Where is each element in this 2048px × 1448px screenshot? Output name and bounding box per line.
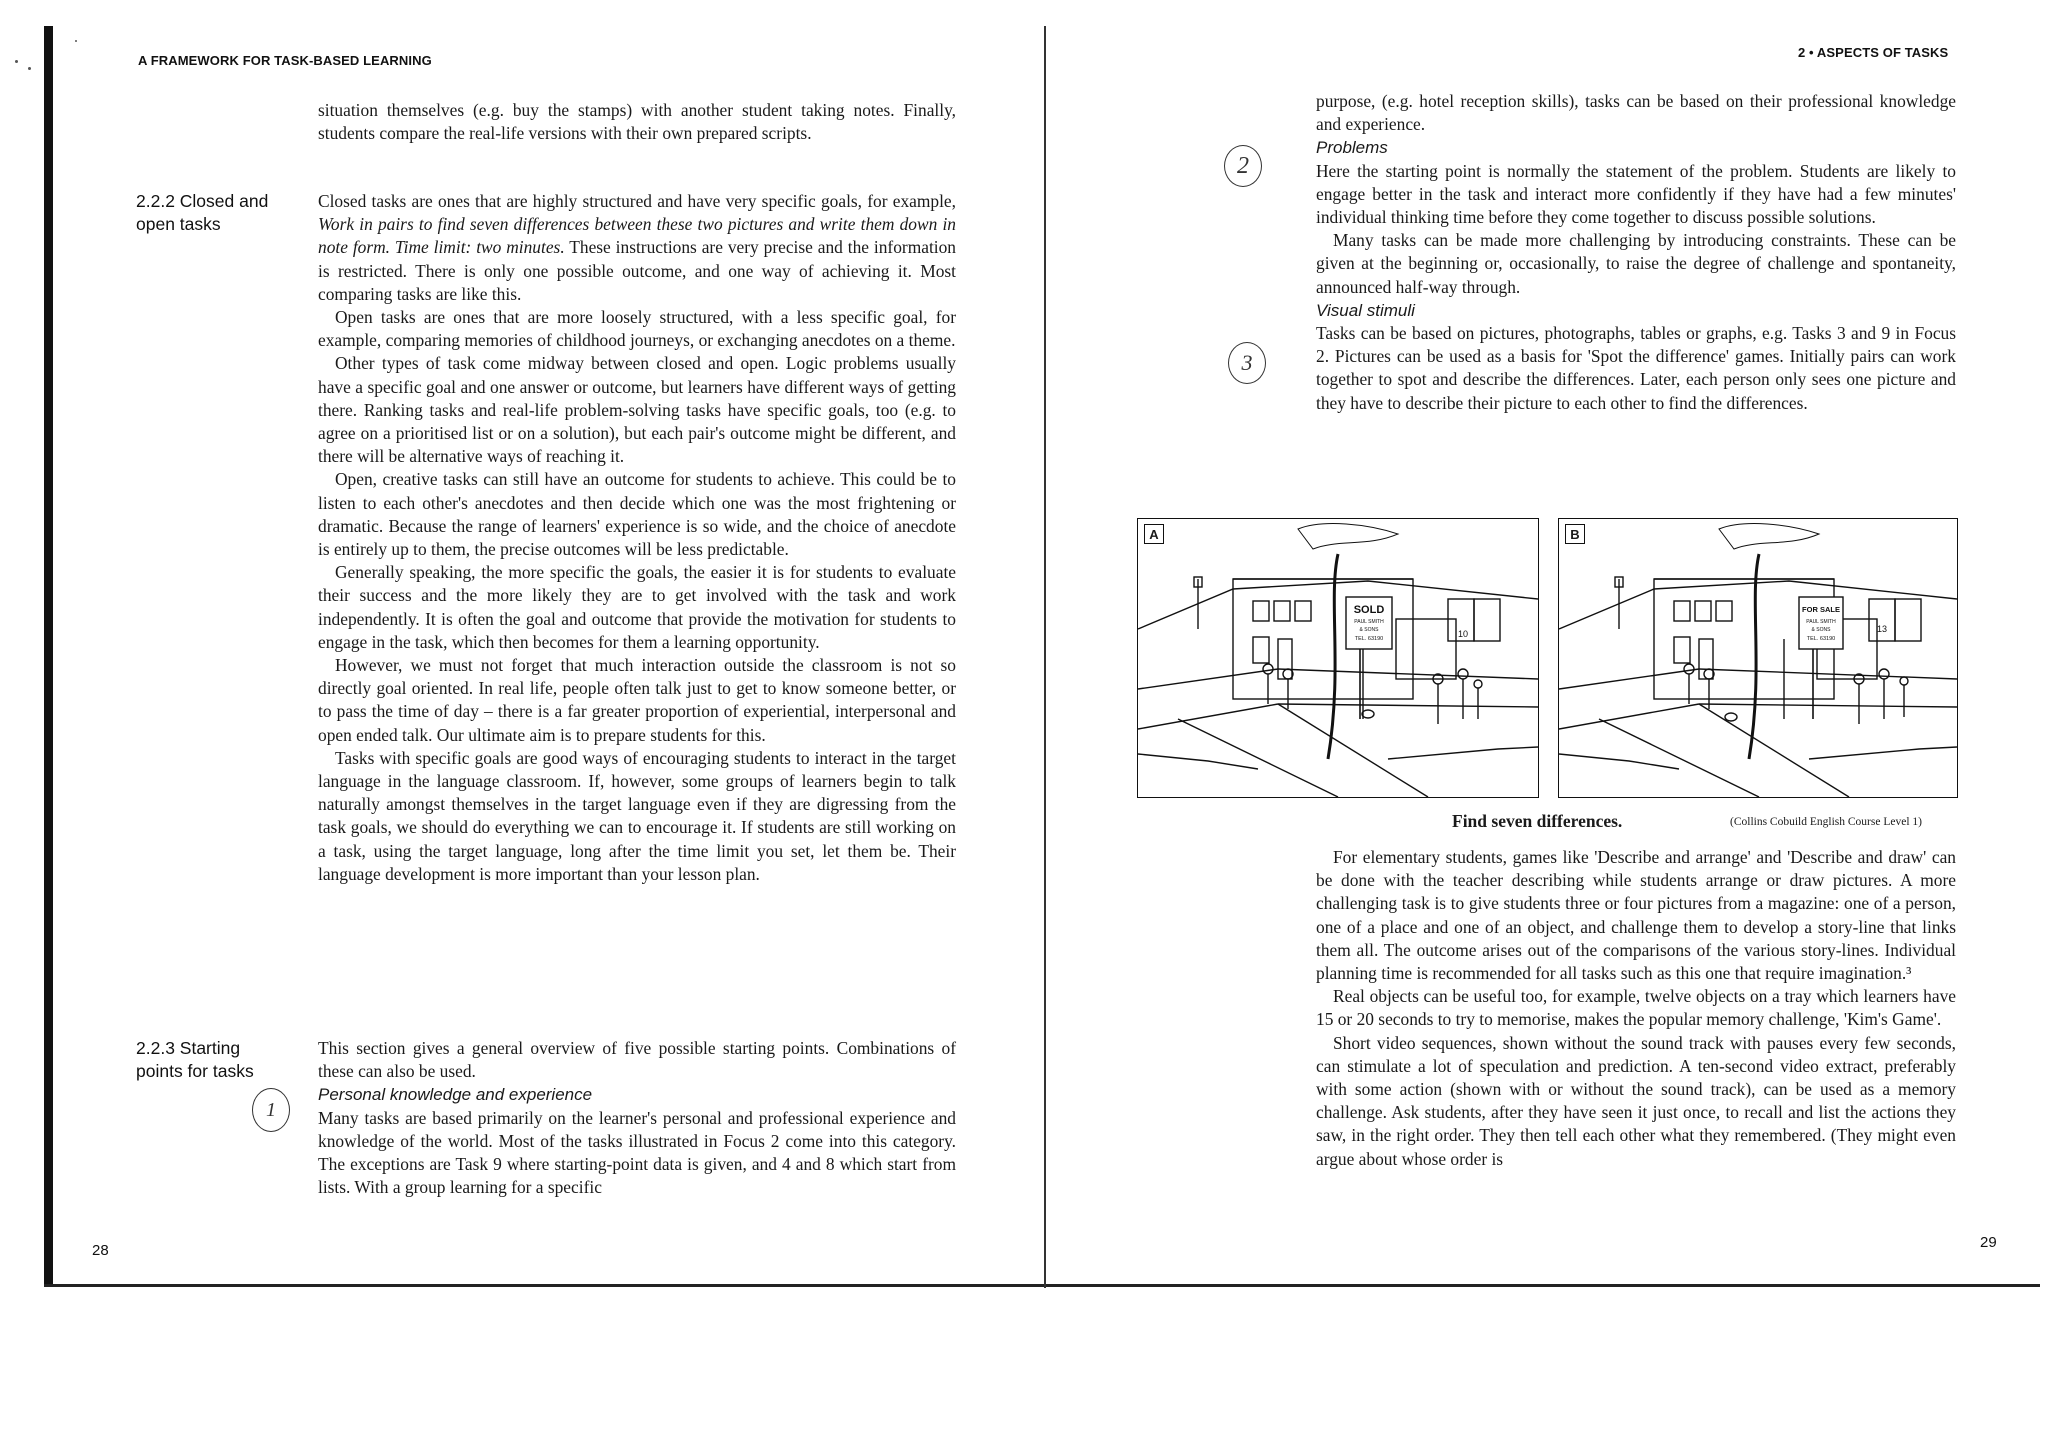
midway-tasks-paragraph: Other types of task come midway between closed and open. Logic problems usually have a specific goal and one answer or outcome, but learners have different ways of getting there. Ranking tasks and real-life problem-solving tasks have specific goals, too (e.g. to agree on a prioritised list or on a solution), but each pair's outcome might be different, and there will be alternative ways of reaching it. <box>318 353 956 467</box>
running-head-right: 2 • ASPECTS OF TASKS <box>1798 45 1949 60</box>
sign-a-line-4: TEL. 63190 <box>1354 636 1384 642</box>
sign-a-line-1: SOLD <box>1353 604 1385 616</box>
visual-stimuli-paragraph: Tasks can be based on pictures, photographs, tables or graphs, e.g. Tasks 3 and 9 in Focus 2. Pictures can be used as a basis for 'Spot the difference' games. Initially pairs can work together to spot and describe the differences. Later, each person only sees one picture and they have to describe their picture to each other to find the differences. <box>1316 323 1956 413</box>
intro-paragraph: situation themselves (e.g. buy the stamps) with another student taking notes. Finally, students compare the real-life versions with their own prepared scripts. <box>318 100 956 144</box>
page-number-left: 28 <box>92 1242 109 1259</box>
section-222-body <box>318 190 956 886</box>
goals-paragraph: Generally speaking, the more specific the goals, the easier it is for students to evaluate their success and the more likely they are to get involved with the task and work independently. It is often the goal and outcome that provide the motivation for students to engage in the task, which then becomes for them a learning opportunity. <box>318 562 956 652</box>
scan-speck <box>15 60 18 63</box>
video-paragraph: Short video sequences, shown without the sound track with pauses every few seconds, can stimulate a lot of speculation and prediction. A ten-second video extract, preferably with some action (shown with or without the sound track), can be used as a memory challenge. Ask students, after they have seen it just once, to recall and list the actions they saw, in the right order. They then tell each other what they remembered. (They might even argue about whose order is <box>1316 1032 1956 1169</box>
right-page-body-bottom <box>1316 846 1956 1171</box>
figure-label-a: A <box>1144 524 1164 544</box>
page-number-right: 29 <box>1980 1234 1997 1251</box>
running-head-left: A FRAMEWORK FOR TASK-BASED LEARNING <box>138 53 432 68</box>
house-number-b: 13 <box>1877 624 1888 634</box>
handwritten-circle-1: 1 <box>252 1088 290 1132</box>
house-illustration-b <box>1559 519 1957 797</box>
interaction-paragraph: However, we must not forget that much interaction outside the classroom is not so directly goal oriented. In real life, people often talk just to get to know someone better, or to pass the time of day – there is a far greater proportion of experiential, interpersonal and open ended talk. Our ultimate aim is to prepare students for this. <box>318 655 956 745</box>
handwritten-circle-2: 2 <box>1224 145 1262 187</box>
professional-purpose-paragraph: purpose, (e.g. hotel reception skills), tasks can be based on their professional knowledge and experience. <box>1316 91 1956 135</box>
starting-points-intro: This section gives a general overview of five possible starting points. Combinations of these can also be used. <box>318 1038 956 1082</box>
sign-b-line-1: FOR SALE <box>1802 605 1840 614</box>
picture-b <box>1558 518 1958 798</box>
subheading-problems: Problems <box>1316 138 1388 158</box>
section-heading-222: 2.2.2 Closed and open tasks <box>136 191 269 234</box>
specific-goals-paragraph: Tasks with specific goals are good ways of encouraging students to interact in the target language in the language classroom. If, however, some groups of learners begin to talk naturally amongst themselves in the target language even if they are digressing from the task goals, we should do everything we can to encourage it. If students are still working on a task, using the target language, long after the time limit you set, let them be. Their language development is more important than your lesson plan. <box>318 747 956 884</box>
sign-a-line-3: & SONS <box>1359 627 1379 633</box>
creative-tasks-paragraph: Open, creative tasks can still have an outcome for students to achieve. This could be to listen to each other's anecdotes and then decide which one was the most frightening or dramatic. Because the range of learners' experience is so wide, and the choice of anecdote is entirely up to them, the precise outcomes will be less predictable. <box>318 469 956 560</box>
section-223-body <box>318 1037 956 1199</box>
handwritten-circle-3: 3 <box>1228 342 1266 384</box>
real-objects-paragraph: Real objects can be useful too, for example, twelve objects on a tray which learners have 15 or 20 seconds to try to memorise, makes the popular memory challenge, 'Kim's Game'. <box>1316 986 1956 1030</box>
house-illustration-a <box>1138 519 1538 797</box>
scan-bottom-edge <box>44 1284 2040 1287</box>
problems-paragraph: Here the starting point is normally the statement of the problem. Students are likely to engage better in the task and interact more confidently if they have had a few minutes' individual thinking time before they come together to discuss possible solutions. <box>1316 160 1956 228</box>
subheading-visual-stimuli: Visual stimuli <box>1316 300 1415 320</box>
sign-b-line-4: TEL. 63190 <box>1806 636 1836 642</box>
house-number-a: 10 <box>1458 629 1469 639</box>
scan-spine-edge <box>44 26 53 1284</box>
elementary-paragraph: For elementary students, games like 'Describe and arrange' and 'Describe and draw' can be done with the teacher describing while students arrange or draw pictures. A more challenging task is to give students three or four pictures from a magazine: one of a person, one of a place and one of an object, and challenge them to develop a story-line that links them all. The outcome arises out of the comparisons of the various story-lines. Individual planning time is recommended for all tasks such as this one that require imagination.³ <box>1316 847 1956 984</box>
sign-a-line-2: PAUL SMITH <box>1354 619 1384 625</box>
scan-speck <box>75 40 77 42</box>
figure-label-b: B <box>1565 524 1585 544</box>
constraints-paragraph: Many tasks can be made more challenging by introducing constraints. These can be given at the beginning or, occasionally, to raise the degree of challenge and spontaneity, announced half-way through. <box>1316 230 1956 297</box>
scan-speck <box>28 67 31 70</box>
sign-b-line-2: PAUL SMITH <box>1806 619 1836 625</box>
figure-caption: Find seven differences. <box>1452 811 1623 831</box>
section-heading-223: 2.2.3 Starting points for tasks <box>136 1038 254 1081</box>
figure-credit: (Collins Cobuild English Course Level 1) <box>1730 816 1922 828</box>
personal-knowledge-paragraph: Many tasks are based primarily on the learner's personal and professional experience and knowledge of the world. Most of the tasks illustrated in Focus 2 come into this category. The exceptions are Task 9 where starting-point data is given, and 4 and 8 which start from lists. With a group learning for a specific <box>318 1107 956 1198</box>
right-page-body-top <box>1316 90 1956 415</box>
page-fold <box>1044 26 1046 1288</box>
sign-b-line-3: & SONS <box>1811 627 1831 633</box>
picture-a <box>1137 518 1539 798</box>
open-tasks-paragraph: Open tasks are ones that are more loosely structured, with a less specific goal, for example, comparing memories of childhood journeys, or exchanging anecdotes on a theme. <box>318 307 956 351</box>
subheading-personal-knowledge: Personal knowledge and experience <box>318 1085 593 1105</box>
closed-tasks-paragraph: Closed tasks are ones that are highly structured and have very specific goals, for example, Work in pairs to find seven differences between these two pictures and write them down in note form. Time limit: two minutes. These instructions are very precise and the information is restricted. There is only one possible outcome, and one way of achieving it. Most comparing tasks are like this. <box>318 191 956 304</box>
